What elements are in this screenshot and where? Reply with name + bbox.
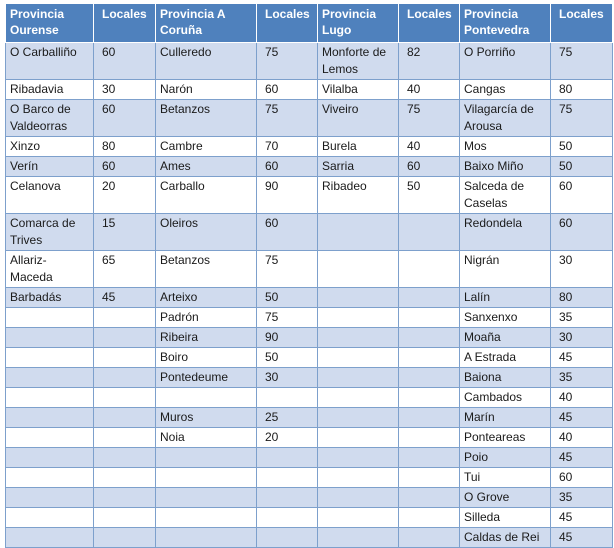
locales-cell: 25 [257,408,318,428]
locales-cell [257,488,318,508]
table-row [6,468,613,488]
locales-cell [94,468,156,488]
header-provincia-pontevedra: Provincia Pontevedra [460,4,551,43]
municipality-cell: Nigrán [460,251,551,288]
locales-cell: 50 [399,177,460,214]
municipality-cell [6,468,94,488]
locales-cell: 80 [551,288,613,308]
municipality-cell: Betanzos [156,251,257,288]
municipality-cell [6,508,94,528]
municipality-cell: Vilagarcía de Arousa [460,100,551,137]
municipality-cell [6,428,94,448]
locales-cell [399,428,460,448]
municipality-cell: A Estrada [460,348,551,368]
municipality-cell [6,368,94,388]
locales-cell [94,428,156,448]
locales-cell: 30 [94,80,156,100]
locales-cell: 35 [551,368,613,388]
locales-cell [94,508,156,528]
locales-cell: 45 [551,348,613,368]
municipality-cell [156,488,257,508]
locales-cell: 30 [551,251,613,288]
municipality-cell: Barbadás [6,288,94,308]
municipality-cell [156,388,257,408]
municipality-cell [318,214,399,251]
locales-cell [399,348,460,368]
municipality-cell: Allariz-Maceda [6,251,94,288]
header-locales: Locales [257,4,318,43]
municipality-cell [6,328,94,348]
municipality-cell: Viveiro [318,100,399,137]
table-row [6,157,613,177]
table-row [6,348,613,368]
municipality-cell [318,408,399,428]
municipality-cell: Xinzo [6,137,94,157]
locales-cell: 30 [551,328,613,348]
municipality-cell: Baiona [460,368,551,388]
locales-cell: 60 [399,157,460,177]
locales-cell: 45 [94,288,156,308]
locales-cell: 60 [94,43,156,80]
municipality-cell [318,508,399,528]
locales-cell: 40 [551,428,613,448]
table-row [6,251,613,288]
locales-cell: 50 [257,288,318,308]
municipality-cell: Cambados [460,388,551,408]
municipality-cell [6,308,94,328]
table-row [6,308,613,328]
municipality-cell: Arteixo [156,288,257,308]
locales-cell: 45 [551,408,613,428]
municipality-cell [318,428,399,448]
locales-cell: 45 [551,528,613,548]
municipality-cell [6,528,94,548]
locales-cell [257,388,318,408]
table-row [6,448,613,468]
municipality-cell: Ribadeo [318,177,399,214]
locales-cell: 75 [257,43,318,80]
municipality-cell: O Grove [460,488,551,508]
municipality-cell: Vilalba [318,80,399,100]
table-row [6,488,613,508]
municipality-cell: O Carballiño [6,43,94,80]
locales-cell [94,368,156,388]
locales-cell: 75 [257,251,318,288]
municipality-cell: Oleiros [156,214,257,251]
header-provincia-lugo: Provincia Lugo [318,4,399,43]
locales-cell: 35 [551,308,613,328]
table-row [6,43,613,80]
municipality-cell [156,468,257,488]
locales-cell: 82 [399,43,460,80]
municipality-cell [318,368,399,388]
municipality-cell [6,448,94,468]
municipality-cell [318,328,399,348]
locales-cell: 50 [551,157,613,177]
locales-table [5,3,613,548]
municipality-cell: Lalín [460,288,551,308]
municipality-cell [156,528,257,548]
municipality-cell [318,251,399,288]
table-row [6,428,613,448]
locales-cell [257,508,318,528]
municipality-cell [318,448,399,468]
locales-cell: 15 [94,214,156,251]
municipality-cell: Boiro [156,348,257,368]
municipality-cell: Sanxenxo [460,308,551,328]
municipality-cell: Ribeira [156,328,257,348]
header-row [6,4,613,43]
locales-cell: 80 [94,137,156,157]
table-row [6,528,613,548]
locales-cell: 80 [551,80,613,100]
locales-cell: 60 [551,214,613,251]
municipality-cell: Narón [156,80,257,100]
municipality-cell: Celanova [6,177,94,214]
municipality-cell: Culleredo [156,43,257,80]
municipality-cell: Padrón [156,308,257,328]
locales-cell [94,408,156,428]
municipality-cell: Betanzos [156,100,257,137]
table-row [6,508,613,528]
locales-cell: 75 [257,100,318,137]
locales-cell: 40 [399,80,460,100]
locales-cell [257,468,318,488]
locales-cell [399,214,460,251]
locales-cell [399,388,460,408]
locales-cell [94,448,156,468]
municipality-cell: O Barco de Valdeorras [6,100,94,137]
locales-cell: 60 [257,80,318,100]
locales-cell: 65 [94,251,156,288]
municipality-cell: Muros [156,408,257,428]
locales-cell: 50 [551,137,613,157]
municipality-cell: Monforte de Lemos [318,43,399,80]
locales-cell: 40 [551,388,613,408]
municipality-cell: Caldas de Rei [460,528,551,548]
municipality-cell [318,388,399,408]
locales-cell [257,528,318,548]
municipality-cell: Cangas [460,80,551,100]
locales-cell: 60 [94,157,156,177]
table-row [6,80,613,100]
locales-cell [399,488,460,508]
table-row [6,214,613,251]
locales-cell: 75 [399,100,460,137]
locales-cell [94,528,156,548]
locales-cell: 90 [257,177,318,214]
table-row [6,177,613,214]
locales-cell: 50 [257,348,318,368]
municipality-cell: Ponteareas [460,428,551,448]
locales-cell: 60 [551,177,613,214]
locales-cell [94,488,156,508]
municipality-cell: Silleda [460,508,551,528]
municipality-cell: O Porriño [460,43,551,80]
locales-cell: 60 [94,100,156,137]
municipality-cell: Tui [460,468,551,488]
municipality-cell: Redondela [460,214,551,251]
header-provincia-ourense: Provincia Ourense [6,4,94,43]
table-row [6,137,613,157]
locales-cell [399,288,460,308]
locales-cell: 45 [551,448,613,468]
locales-cell: 40 [399,137,460,157]
municipality-cell [6,348,94,368]
municipality-cell [156,448,257,468]
locales-cell [94,328,156,348]
locales-cell [399,368,460,388]
locales-cell [94,388,156,408]
locales-cell: 20 [257,428,318,448]
locales-cell [399,308,460,328]
locales-cell: 75 [551,43,613,80]
municipality-cell: Verín [6,157,94,177]
municipality-cell: Mos [460,137,551,157]
municipality-cell: Pontedeume [156,368,257,388]
municipality-cell: Marín [460,408,551,428]
municipality-cell: Ribadavia [6,80,94,100]
municipality-cell: Carballo [156,177,257,214]
table-row [6,100,613,137]
locales-cell [399,251,460,288]
locales-cell: 30 [257,368,318,388]
locales-cell [94,308,156,328]
header-locales: Locales [399,4,460,43]
locales-cell [399,408,460,428]
locales-cell: 60 [257,157,318,177]
municipality-cell: Comarca de Trives [6,214,94,251]
locales-cell [399,528,460,548]
municipality-cell [318,488,399,508]
municipality-cell: Moaña [460,328,551,348]
municipality-cell: Cambre [156,137,257,157]
locales-cell: 45 [551,508,613,528]
locales-cell [399,448,460,468]
municipality-cell: Ames [156,157,257,177]
municipality-cell [318,528,399,548]
municipality-cell [318,348,399,368]
table-row [6,388,613,408]
locales-cell: 20 [94,177,156,214]
header-provincia-a-coruna: Provincia A Coruña [156,4,257,43]
locales-cell: 75 [551,100,613,137]
municipality-cell [318,468,399,488]
table-row [6,368,613,388]
table-row [6,288,613,308]
locales-cell: 35 [551,488,613,508]
locales-cell: 70 [257,137,318,157]
municipality-cell: Baixo Miño [460,157,551,177]
municipality-cell [156,508,257,528]
municipality-cell: Sarria [318,157,399,177]
locales-cell [399,508,460,528]
municipality-cell [318,308,399,328]
municipality-cell [318,288,399,308]
locales-cell [257,448,318,468]
locales-cell: 90 [257,328,318,348]
locales-cell: 75 [257,308,318,328]
municipality-cell [6,488,94,508]
municipality-cell: Noia [156,428,257,448]
table-row [6,408,613,428]
table-row [6,328,613,348]
municipality-cell [6,388,94,408]
locales-cell: 60 [551,468,613,488]
header-locales: Locales [94,4,156,43]
municipality-cell [6,408,94,428]
municipality-cell: Poio [460,448,551,468]
locales-cell: 60 [257,214,318,251]
municipality-cell: Salceda de Caselas [460,177,551,214]
locales-cell [399,328,460,348]
municipality-cell: Burela [318,137,399,157]
locales-cell [94,348,156,368]
locales-cell [399,468,460,488]
header-locales: Locales [551,4,613,43]
